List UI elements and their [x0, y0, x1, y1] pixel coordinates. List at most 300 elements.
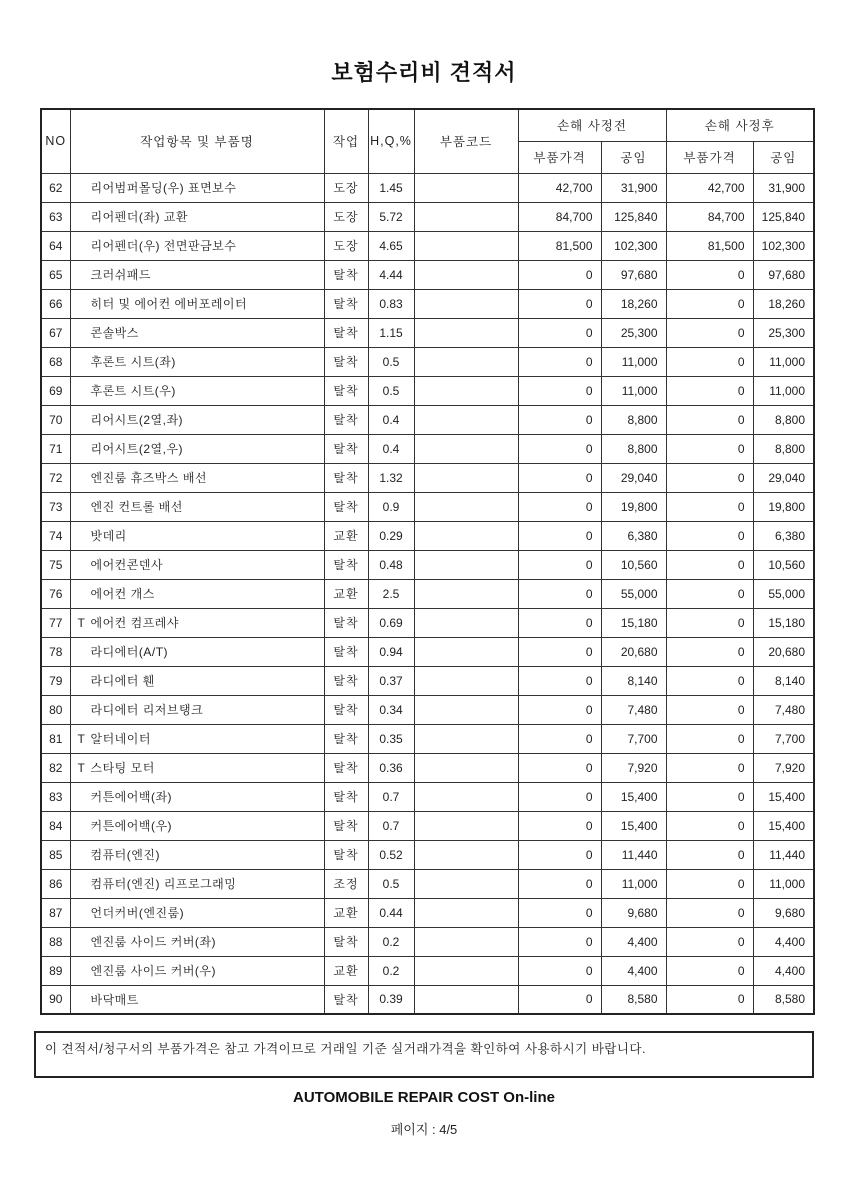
row-work-type: 도장: [324, 231, 368, 260]
row-before-part-price: 84,700: [518, 202, 601, 231]
row-before-part-price: 0: [518, 608, 601, 637]
row-part-code: [414, 289, 518, 318]
col-header-before-part-price: 부품가격: [518, 141, 601, 173]
row-after-part-price: 0: [666, 811, 753, 840]
row-item-name: 리어펜더(좌) 교환: [90, 210, 188, 224]
row-item-name: 엔진 컨트롤 배선: [90, 500, 183, 514]
row-after-part-price: 0: [666, 579, 753, 608]
row-after-part-price: 0: [666, 956, 753, 985]
row-no: 87: [41, 898, 70, 927]
row-no: 79: [41, 666, 70, 695]
row-work-type: 탈착: [324, 724, 368, 753]
row-after-labor: 29,040: [753, 463, 814, 492]
row-after-part-price: 0: [666, 637, 753, 666]
row-item-name: 에어컨 개스: [90, 587, 155, 601]
row-work-type: 탈착: [324, 695, 368, 724]
col-header-work: 작업: [324, 109, 368, 173]
row-work-type: 탈착: [324, 927, 368, 956]
row-before-part-price: 0: [518, 434, 601, 463]
row-after-labor: 7,480: [753, 695, 814, 724]
row-after-part-price: 0: [666, 289, 753, 318]
row-no: 83: [41, 782, 70, 811]
row-after-labor: 8,580: [753, 985, 814, 1014]
row-part-code: [414, 434, 518, 463]
row-no: 67: [41, 318, 70, 347]
row-part-code: [414, 405, 518, 434]
row-item: [70, 724, 324, 753]
footnote-text: 이 견적서/청구서의 부품가격은 참고 가격이므로 거래일 기준 실거래가격을 확인하여 사용하시기 바랍니다.: [45, 1042, 646, 1056]
row-no: 84: [41, 811, 70, 840]
row-work-type: 도장: [324, 202, 368, 231]
row-work-type: 탈착: [324, 782, 368, 811]
row-item: [70, 463, 324, 492]
row-before-part-price: 0: [518, 753, 601, 782]
row-before-part-price: 0: [518, 347, 601, 376]
row-item: [70, 869, 324, 898]
row-after-labor: 10,560: [753, 550, 814, 579]
row-item: [70, 956, 324, 985]
row-hq-percent: 0.37: [368, 666, 414, 695]
row-item-name: 에어컨 컴프레샤: [90, 616, 179, 630]
row-hq-percent: 0.39: [368, 985, 414, 1014]
row-after-labor: 55,000: [753, 579, 814, 608]
row-after-part-price: 0: [666, 347, 753, 376]
row-work-type: 탈착: [324, 608, 368, 637]
table-row: [41, 260, 814, 289]
row-hq-percent: 0.44: [368, 898, 414, 927]
row-before-labor: 19,800: [601, 492, 666, 521]
table-row: [41, 202, 814, 231]
row-after-part-price: 0: [666, 753, 753, 782]
row-before-part-price: 0: [518, 289, 601, 318]
page-title: 보험수리비 견적서: [331, 60, 517, 85]
row-no: 88: [41, 927, 70, 956]
row-after-part-price: 0: [666, 840, 753, 869]
row-no: 86: [41, 869, 70, 898]
table-row: [41, 318, 814, 347]
row-after-labor: 8,140: [753, 666, 814, 695]
row-work-type: 교환: [324, 579, 368, 608]
row-before-part-price: 0: [518, 260, 601, 289]
row-after-labor: 11,000: [753, 376, 814, 405]
row-hq-percent: 0.4: [368, 434, 414, 463]
row-before-part-price: 0: [518, 550, 601, 579]
row-work-type: 탈착: [324, 463, 368, 492]
row-before-labor: 15,400: [601, 811, 666, 840]
row-before-part-price: 81,500: [518, 231, 601, 260]
row-no: 73: [41, 492, 70, 521]
row-before-labor: 7,700: [601, 724, 666, 753]
table-row: [41, 898, 814, 927]
row-work-type: 탈착: [324, 260, 368, 289]
row-before-labor: 10,560: [601, 550, 666, 579]
row-after-labor: 6,380: [753, 521, 814, 550]
row-after-part-price: 0: [666, 666, 753, 695]
row-after-labor: 11,440: [753, 840, 814, 869]
table-row: [41, 985, 814, 1014]
row-work-type: 탈착: [324, 347, 368, 376]
row-item: [70, 608, 324, 637]
table-row: [41, 405, 814, 434]
row-item: [70, 318, 324, 347]
row-before-labor: 11,000: [601, 869, 666, 898]
row-item-name: 라디에터(A/T): [90, 645, 169, 659]
row-before-part-price: 0: [518, 405, 601, 434]
row-item-name: 커튼에어백(좌): [90, 790, 173, 804]
row-before-part-price: 0: [518, 811, 601, 840]
row-hq-percent: 0.52: [368, 840, 414, 869]
row-no: 66: [41, 289, 70, 318]
row-work-type: 탈착: [324, 811, 368, 840]
row-item: [70, 550, 324, 579]
row-item: [70, 985, 324, 1014]
row-after-labor: 11,000: [753, 347, 814, 376]
col-header-no: NO: [41, 109, 70, 173]
row-item-name: 컴퓨터(엔진): [90, 848, 160, 862]
row-before-part-price: 0: [518, 695, 601, 724]
row-item-marker: T: [77, 761, 85, 775]
row-no: 76: [41, 579, 70, 608]
row-work-type: 교환: [324, 898, 368, 927]
row-item: [70, 260, 324, 289]
row-no: 68: [41, 347, 70, 376]
row-part-code: [414, 753, 518, 782]
row-after-labor: 7,920: [753, 753, 814, 782]
row-no: 78: [41, 637, 70, 666]
footer-brand-text: AUTOMOBILE REPAIR COST On-line: [293, 1089, 555, 1106]
col-header-part-code: 부품코드: [414, 109, 518, 173]
table-row: [41, 289, 814, 318]
row-item: [70, 898, 324, 927]
row-after-labor: 4,400: [753, 956, 814, 985]
row-before-labor: 20,680: [601, 637, 666, 666]
row-item: [70, 753, 324, 782]
row-before-labor: 7,920: [601, 753, 666, 782]
row-item: [70, 289, 324, 318]
row-part-code: [414, 608, 518, 637]
row-part-code: [414, 376, 518, 405]
row-part-code: [414, 173, 518, 202]
row-work-type: 교환: [324, 521, 368, 550]
row-work-type: 탈착: [324, 405, 368, 434]
row-item-name: 엔진룸 사이드 커버(우): [90, 964, 216, 978]
row-after-labor: 15,400: [753, 811, 814, 840]
row-part-code: [414, 347, 518, 376]
row-hq-percent: 0.7: [368, 782, 414, 811]
row-item: [70, 666, 324, 695]
row-no: 82: [41, 753, 70, 782]
row-item: [70, 811, 324, 840]
row-hq-percent: 0.94: [368, 637, 414, 666]
row-item: [70, 840, 324, 869]
row-hq-percent: 0.29: [368, 521, 414, 550]
row-work-type: 교환: [324, 956, 368, 985]
row-before-labor: 25,300: [601, 318, 666, 347]
row-before-labor: 8,580: [601, 985, 666, 1014]
row-before-labor: 8,800: [601, 405, 666, 434]
row-part-code: [414, 782, 518, 811]
row-before-labor: 102,300: [601, 231, 666, 260]
table-row: [41, 927, 814, 956]
table-row: [41, 782, 814, 811]
table-row: [41, 840, 814, 869]
row-before-labor: 4,400: [601, 956, 666, 985]
row-part-code: [414, 724, 518, 753]
row-after-labor: 7,700: [753, 724, 814, 753]
row-after-part-price: 0: [666, 869, 753, 898]
row-before-part-price: 0: [518, 666, 601, 695]
row-part-code: [414, 927, 518, 956]
estimate-table: [40, 108, 815, 1015]
row-before-labor: 11,000: [601, 347, 666, 376]
row-after-part-price: 0: [666, 898, 753, 927]
row-item-name: 에어컨콘덴사: [90, 558, 164, 572]
row-part-code: [414, 840, 518, 869]
row-item-name: 알터네이터: [90, 732, 151, 746]
row-part-code: [414, 695, 518, 724]
row-after-part-price: 0: [666, 260, 753, 289]
row-item: [70, 521, 324, 550]
row-after-part-price: 84,700: [666, 202, 753, 231]
table-row: [41, 347, 814, 376]
row-before-part-price: 0: [518, 521, 601, 550]
row-hq-percent: 1.45: [368, 173, 414, 202]
row-item: [70, 637, 324, 666]
row-part-code: [414, 202, 518, 231]
row-item: [70, 202, 324, 231]
row-hq-percent: 0.83: [368, 289, 414, 318]
row-no: 64: [41, 231, 70, 260]
row-before-part-price: 0: [518, 492, 601, 521]
row-before-part-price: 0: [518, 724, 601, 753]
row-item-name: 커튼에어백(우): [90, 819, 173, 833]
row-after-part-price: 0: [666, 985, 753, 1014]
row-item-name: 후론트 시트(우): [90, 384, 176, 398]
row-hq-percent: 0.5: [368, 376, 414, 405]
row-part-code: [414, 550, 518, 579]
row-after-labor: 102,300: [753, 231, 814, 260]
table-row: [41, 608, 814, 637]
row-item-name: 콘솔박스: [90, 326, 139, 340]
row-no: 74: [41, 521, 70, 550]
row-work-type: 탈착: [324, 985, 368, 1014]
row-item-name: 라디에터 리저브탱크: [90, 703, 204, 717]
row-hq-percent: 0.4: [368, 405, 414, 434]
row-no: 89: [41, 956, 70, 985]
col-header-before-group: 손해 사정전: [518, 109, 666, 141]
row-work-type: 탈착: [324, 840, 368, 869]
row-no: 70: [41, 405, 70, 434]
row-after-part-price: 0: [666, 405, 753, 434]
row-after-labor: 15,400: [753, 782, 814, 811]
row-no: 90: [41, 985, 70, 1014]
table-row: [41, 724, 814, 753]
row-item-name: 엔진룸 사이드 커버(좌): [90, 935, 216, 949]
col-header-before-labor: 공임: [601, 141, 666, 173]
row-no: 81: [41, 724, 70, 753]
row-hq-percent: 1.32: [368, 463, 414, 492]
table-body: [41, 173, 814, 1014]
row-hq-percent: 5.72: [368, 202, 414, 231]
row-hq-percent: 0.5: [368, 347, 414, 376]
row-before-labor: 11,440: [601, 840, 666, 869]
row-work-type: 탈착: [324, 666, 368, 695]
row-work-type: 탈착: [324, 637, 368, 666]
row-before-part-price: 0: [518, 898, 601, 927]
table-row: [41, 521, 814, 550]
row-after-labor: 20,680: [753, 637, 814, 666]
row-before-labor: 8,800: [601, 434, 666, 463]
row-after-labor: 8,800: [753, 434, 814, 463]
col-header-hq: H,Q,%: [368, 109, 414, 173]
row-after-part-price: 0: [666, 463, 753, 492]
table-row: [41, 434, 814, 463]
footnote-box: [34, 1031, 814, 1078]
row-before-labor: 97,680: [601, 260, 666, 289]
row-after-part-price: 0: [666, 318, 753, 347]
row-no: 69: [41, 376, 70, 405]
row-before-part-price: 0: [518, 637, 601, 666]
row-part-code: [414, 521, 518, 550]
row-item: [70, 434, 324, 463]
row-before-labor: 6,380: [601, 521, 666, 550]
row-after-labor: 18,260: [753, 289, 814, 318]
row-part-code: [414, 811, 518, 840]
table-row: [41, 376, 814, 405]
col-header-after-group: 손해 사정후: [666, 109, 814, 141]
row-part-code: [414, 260, 518, 289]
row-before-part-price: 0: [518, 579, 601, 608]
row-after-labor: 31,900: [753, 173, 814, 202]
row-item: [70, 405, 324, 434]
row-hq-percent: 0.36: [368, 753, 414, 782]
row-hq-percent: 0.48: [368, 550, 414, 579]
row-before-labor: 9,680: [601, 898, 666, 927]
row-work-type: 탈착: [324, 289, 368, 318]
row-before-labor: 31,900: [601, 173, 666, 202]
row-before-part-price: 0: [518, 869, 601, 898]
row-after-part-price: 0: [666, 782, 753, 811]
row-hq-percent: 0.2: [368, 927, 414, 956]
row-hq-percent: 4.65: [368, 231, 414, 260]
row-before-part-price: 0: [518, 463, 601, 492]
row-before-labor: 29,040: [601, 463, 666, 492]
row-item-name: 크러쉬패드: [90, 268, 151, 282]
row-item: [70, 376, 324, 405]
row-before-part-price: 0: [518, 927, 601, 956]
row-before-labor: 15,180: [601, 608, 666, 637]
row-after-labor: 19,800: [753, 492, 814, 521]
row-item-name: 바닥매트: [90, 992, 139, 1007]
row-item: [70, 492, 324, 521]
row-item-name: 리어시트(2열,좌): [90, 413, 184, 427]
row-no: 65: [41, 260, 70, 289]
row-item-name: 스타팅 모터: [90, 761, 155, 775]
row-part-code: [414, 985, 518, 1014]
table-row: [41, 956, 814, 985]
row-item-marker: T: [77, 732, 85, 746]
row-after-part-price: 0: [666, 608, 753, 637]
row-hq-percent: 0.69: [368, 608, 414, 637]
row-hq-percent: 0.9: [368, 492, 414, 521]
table-row: [41, 666, 814, 695]
row-before-part-price: 0: [518, 840, 601, 869]
row-item: [70, 579, 324, 608]
row-item-name: 리어펜더(우) 전면판금보수: [90, 239, 237, 253]
row-no: 80: [41, 695, 70, 724]
row-item: [70, 231, 324, 260]
table-header: [41, 109, 814, 173]
row-before-part-price: 0: [518, 782, 601, 811]
row-hq-percent: 0.35: [368, 724, 414, 753]
row-after-part-price: 0: [666, 492, 753, 521]
row-work-type: 도장: [324, 173, 368, 202]
row-after-part-price: 42,700: [666, 173, 753, 202]
row-no: 62: [41, 173, 70, 202]
row-part-code: [414, 898, 518, 927]
row-work-type: 조정: [324, 869, 368, 898]
row-part-code: [414, 231, 518, 260]
row-before-labor: 7,480: [601, 695, 666, 724]
header-row-groups: [41, 109, 814, 141]
row-after-part-price: 0: [666, 376, 753, 405]
row-no: 63: [41, 202, 70, 231]
row-work-type: 탈착: [324, 376, 368, 405]
row-hq-percent: 0.2: [368, 956, 414, 985]
table-row: [41, 463, 814, 492]
row-item-name: 컴퓨터(엔진) 리프로그래밍: [90, 877, 237, 891]
row-before-labor: 125,840: [601, 202, 666, 231]
row-after-labor: 9,680: [753, 898, 814, 927]
table-row: [41, 811, 814, 840]
row-work-type: 탈착: [324, 550, 368, 579]
table-row: [41, 695, 814, 724]
row-item: [70, 347, 324, 376]
table-row: [41, 173, 814, 202]
row-item-name: 밧데리: [90, 529, 127, 543]
page-number-label: 페이지 : 4/5: [390, 1122, 458, 1137]
row-no: 85: [41, 840, 70, 869]
col-header-after-labor: 공임: [753, 141, 814, 173]
row-item: [70, 782, 324, 811]
row-item: [70, 173, 324, 202]
row-hq-percent: 1.15: [368, 318, 414, 347]
row-item-name: 라디에터 휀: [90, 674, 155, 688]
row-before-labor: 11,000: [601, 376, 666, 405]
row-part-code: [414, 956, 518, 985]
row-no: 75: [41, 550, 70, 579]
row-before-labor: 4,400: [601, 927, 666, 956]
table-row: [41, 753, 814, 782]
row-after-part-price: 0: [666, 927, 753, 956]
row-item-marker: T: [77, 616, 85, 630]
row-item-name: 엔진룸 휴즈박스 배선: [90, 471, 207, 485]
row-work-type: 탈착: [324, 318, 368, 347]
row-item: [70, 927, 324, 956]
row-item-name: 리어범퍼몰딩(우) 표면보수: [90, 181, 237, 195]
table-row: [41, 550, 814, 579]
row-after-labor: 4,400: [753, 927, 814, 956]
row-item-name: 히터 및 에어컨 에버포레이터: [90, 297, 248, 311]
col-header-item: 작업항목 및 부품명: [70, 109, 324, 173]
row-no: 72: [41, 463, 70, 492]
row-before-part-price: 0: [518, 956, 601, 985]
row-before-part-price: 42,700: [518, 173, 601, 202]
row-no: 71: [41, 434, 70, 463]
row-before-part-price: 0: [518, 318, 601, 347]
row-item-name: 리어시트(2열,우): [90, 442, 184, 456]
row-hq-percent: 4.44: [368, 260, 414, 289]
